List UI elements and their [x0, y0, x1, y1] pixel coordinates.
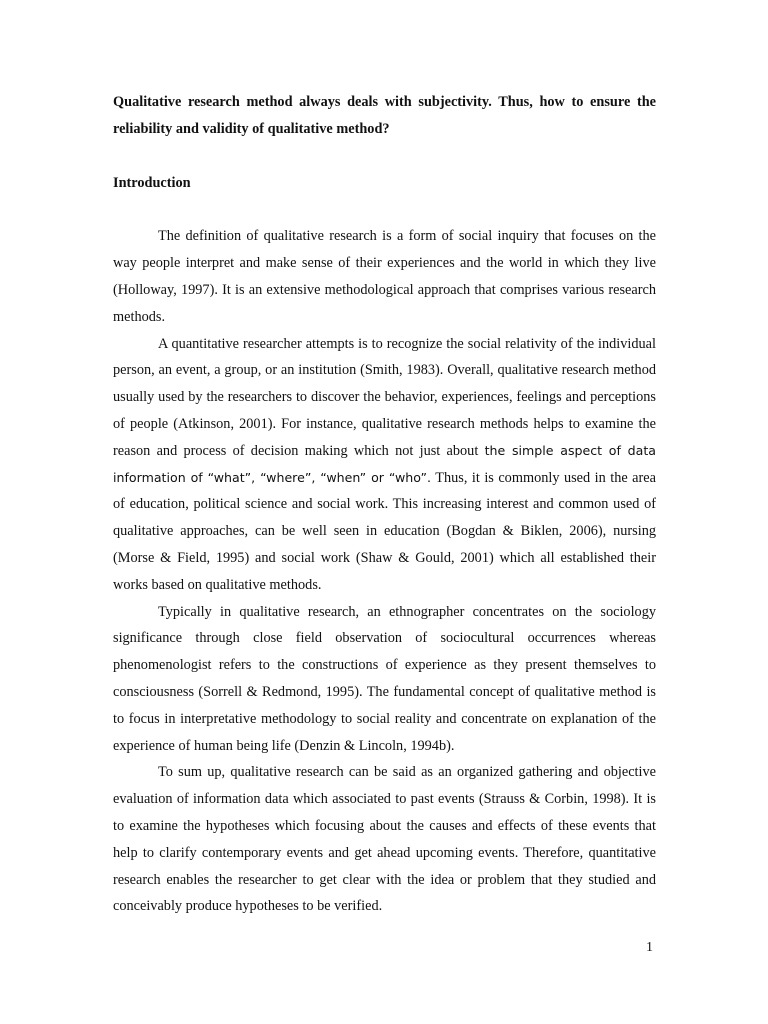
paragraph-2: [113, 331, 656, 599]
paragraph-2-tail: Thus, it is commonly used in the area of education, political science and social work. This increasing interest and common used of qualitative approaches, can be well seen in education (Bogdan & Biklen, 2006), nursing (Morse & Field, 1995) and social work (Shaw & Gould, 2001) which all established their works based on qualitative methods.: [113, 469, 656, 593]
paragraph-2-text: A quantitative researcher attempts is to recognize the social relativity of the individual person, an event, a group, or an institution (Smith, 1983). Overall, qualitative research method usually used by the researchers to discover the behavior, experiences, feelings and perceptions of people (Atkinson, 2001). For instance, qualitative research methods helps to examine the reason and process of decision making which not just about: [113, 335, 656, 459]
paragraph-2-sans-segment: the simple aspect of data information of “what”, “where”, “when” or “who”.: [113, 442, 657, 485]
paragraph-3: Typically in qualitative research, an ethnographer concentrates on the sociology significance through close field observation of sociocultural occurrences whereas phenomenologist refers to the constructions of experience as they present themselves to consciousness (Sorrell & Redmond, 1995). The fundamental concept of qualitative method is to focus in interpretative methodology to social reality and concentrate on explanation of the experience of human being life (Denzin & Lincoln, 1994b).: [113, 603, 656, 754]
page-number: 1: [646, 940, 653, 955]
document-page: [113, 89, 656, 920]
document-title: Qualitative research method always deals with subjectivity. Thus, how to ensure the reliability and validity of qualitative method?: [113, 94, 656, 137]
paragraph-4: To sum up, qualitative research can be said as an organized gathering and objective evaluation of information data which associated to past events (Strauss & Corbin, 1998). It is to examine the hypotheses which focusing about the causes and effects of these events that help to clarify contemporary events and get ahead upcoming events. Therefore, quantitative research enables the researcher to get clear with the idea or problem that they studied and conceivably produce hypotheses to be verified.: [113, 764, 656, 915]
section-heading-introduction: Introduction: [113, 174, 191, 191]
paragraph-1: The definition of qualitative research is a form of social inquiry that focuses on the way people interpret and make sense of their experiences and the world in which they live (Holloway, 1997). It is an extensive methodological approach that comprises various research methods.: [113, 228, 656, 325]
